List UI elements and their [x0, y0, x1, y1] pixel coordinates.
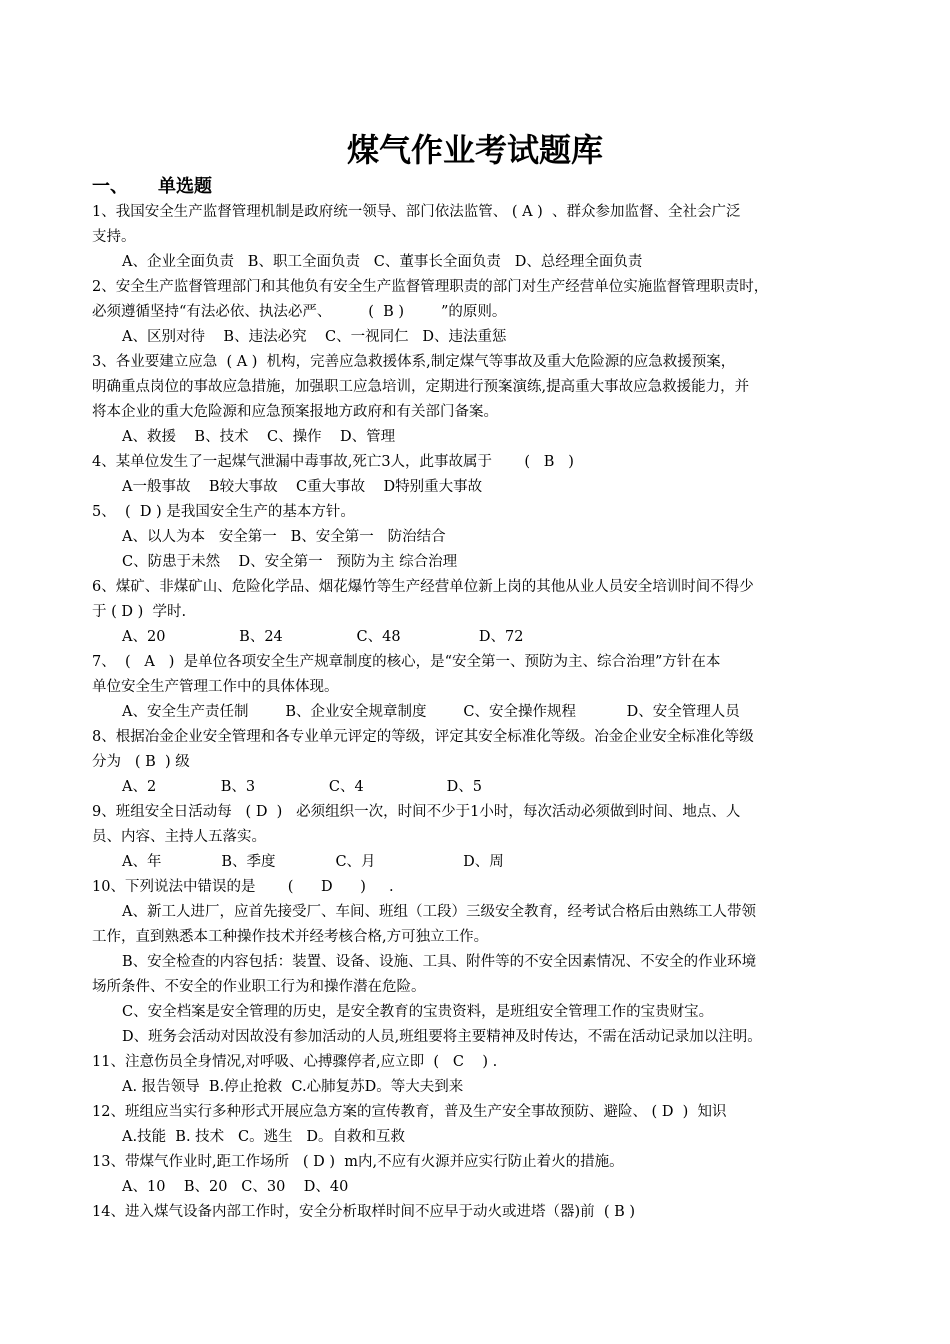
question-line: 将本企业的重大危险源和应急预案报地方政府和有关部门备案。 [92, 404, 498, 420]
question-line: 场所条件、不安全的作业职工行为和操作潜在危险。 [92, 979, 426, 995]
question-line: 单位安全生产管理工作中的具体体现。 [92, 679, 339, 695]
question-line: 13、带煤气作业时,距工作场所 ( D ) m内,不应有火源并应实行防止着火的措施。 [92, 1154, 624, 1170]
option-line: A、安全生产责任制 B、企业安全规章制度 C、安全操作规程 D、安全管理人员 [122, 704, 740, 720]
question-line: 1、我国安全生产监督管理机制是政府统一领导、部门依法监管、 ( A ) 、群众参加监督、全社会广泛 [92, 204, 741, 220]
question-line: 分为 ( B ) 级 [92, 754, 190, 770]
option-line: B、安全检查的内容包括：装置、设备、设施、工具、附件等的不安全因素情况、不安全的作业环境 [122, 954, 757, 970]
question-line: 3、各业要建立应急 ( A ) 机构，完善应急救援体系,制定煤气等事故及重大危险源的应急救援预案， [92, 354, 736, 370]
option-line: D、班务会活动对因故没有参加活动的人员,班组要将主要精神及时传达，不需在活动记录加以注明。 [122, 1029, 762, 1045]
question-line: 必须遵循坚持“有法必依、执法必严、 ( B ) ”的原则。 [92, 304, 507, 320]
question-line: 14、进入煤气设备内部工作时，安全分析取样时间不应早于动火或进塔（器)前 ( B ) [92, 1204, 636, 1220]
option-line: A、年 B、季度 C、月 D、周 [122, 854, 504, 870]
question-line: 11、注意伤员全身情况,对呼吸、心搏骤停者,应立即 ( C ) . [92, 1054, 498, 1070]
question-line: 6、煤矿、非煤矿山、危险化学品、烟花爆竹等生产经营单位新上岗的其他从业人员安全培训时间不得少 [92, 579, 754, 595]
question-line: 7、 ( A ) 是单位各项安全生产规章制度的核心，是“安全第一、预防为主、综合治理”方针在本 [92, 654, 721, 670]
question-line: 员、内容、主持人五落实。 [92, 829, 266, 845]
question-line: 5、 ( D ) 是我国安全生产的基本方针。 [92, 504, 355, 520]
option-line: A、2 B、3 C、4 D、5 [122, 779, 482, 795]
section-heading [92, 174, 212, 200]
question-line: 9、班组安全日活动每 ( D ) 必须组织一次，时间不少于1小时，每次活动必须做到时间、地点、人 [92, 804, 741, 820]
document-title: 煤气作业考试题库 [346, 131, 603, 169]
question-line: 4、某单位发生了一起煤气泄漏中毒事故,死亡3人，此事故属于 ( B ) [92, 454, 574, 470]
option-line: A、区别对待 B、违法必究 C、一视同仁 D、违法重惩 [122, 329, 507, 345]
section-label: 单选题 [158, 176, 212, 197]
option-line: C、安全档案是安全管理的历史，是安全教育的宝贵资料，是班组安全管理工作的宝贵财宝。 [122, 1004, 714, 1020]
question-line: 于 ( D ) 学时. [92, 604, 187, 620]
question-line: 支持。 [92, 229, 136, 245]
question-line: 8、根据冶金企业安全管理和各专业单元评定的等级，评定其安全标准化等级。冶金企业安全标准化等级 [92, 729, 754, 745]
question-line: 明确重点岗位的事故应急措施，加强职工应急培训，定期进行预案演练,提高重大事故应急救援能力，并 [92, 379, 750, 395]
question-list [92, 200, 868, 1225]
option-line: C、防患于未然 D、安全第一 预防为主 综合治理 [122, 554, 458, 570]
section-number: 一、 [92, 176, 128, 197]
option-line: A、新工人进厂，应首先接受厂、车间、班组（工段）三级安全教育，经考试合格后由熟练工人带领 [122, 904, 756, 920]
option-line: A、10 B、20 C、30 D、40 [122, 1179, 349, 1195]
option-line: A. 报告领导 B.停止抢救 C.心肺复苏D。等大夫到来 [122, 1079, 464, 1095]
option-line: A、救援 B、技术 C、操作 D、管理 [122, 429, 396, 445]
question-line: 2、安全生产监督管理部门和其他负有安全生产监督管理职责的部门对生产经营单位实施监督管理职责时， [92, 279, 769, 295]
option-line: A、企业全面负责 B、职工全面负责 C、董事长全面负责 D、总经理全面负责 [122, 254, 643, 270]
question-line: 12、班组应当实行多种形式开展应急方案的宣传教育，普及生产安全事故预防、避险、 ( D ) 知识 [92, 1104, 727, 1120]
option-line: A、20 B、24 C、48 D、72 [122, 629, 524, 645]
option-line: A、以人为本 安全第一 B、安全第一 防治结合 [122, 529, 446, 545]
option-line: A一般事故 B较大事故 C重大事故 D特别重大事故 [122, 479, 483, 495]
question-line: 10、下列说法中错误的是 ( D ) . [92, 879, 394, 895]
option-line: A.技能 B. 技术 C。逃生 D。自救和互救 [122, 1129, 406, 1145]
question-line: 工作，直到熟悉本工种操作技术并经考核合格,方可独立工作。 [92, 929, 489, 945]
